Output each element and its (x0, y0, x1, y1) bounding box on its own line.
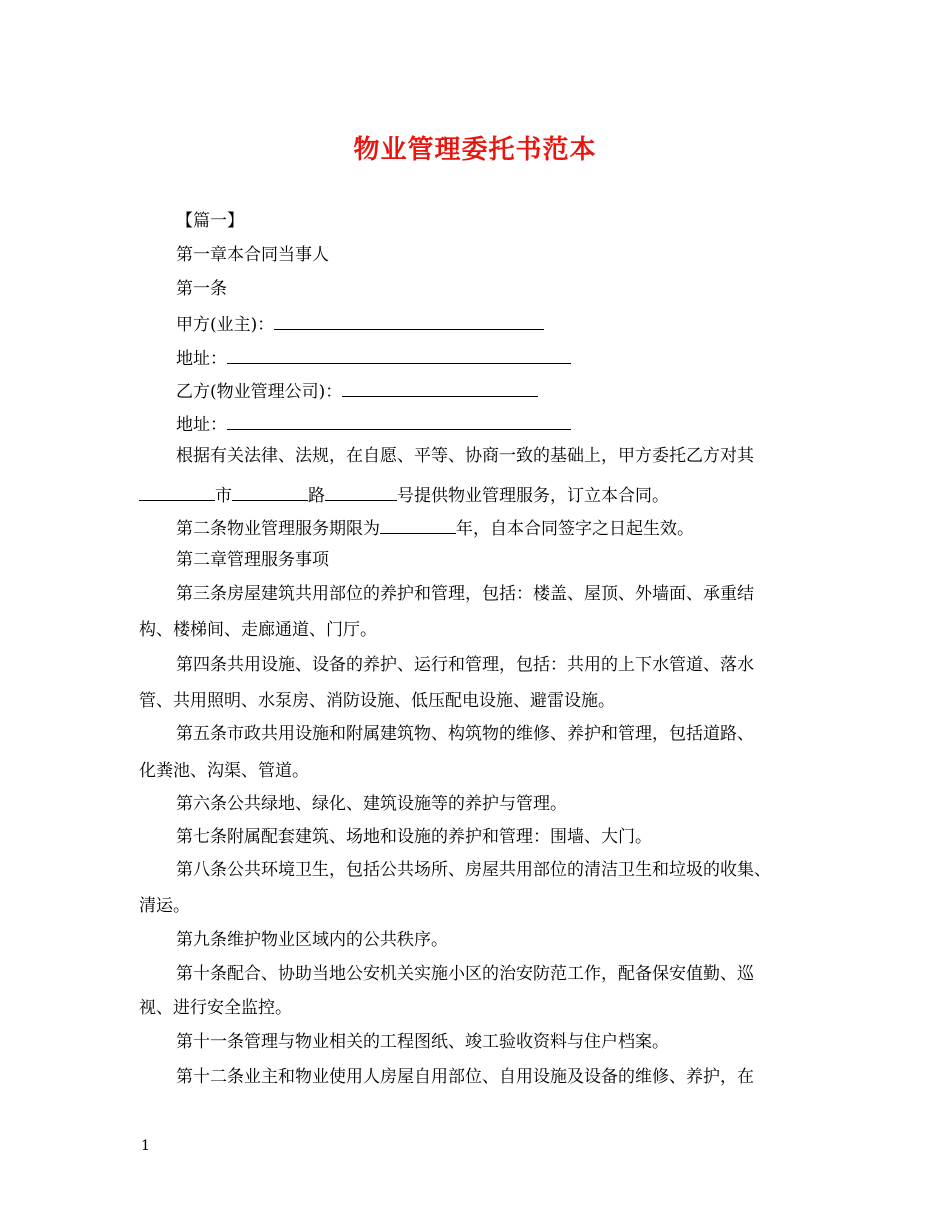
article-8-line-1: 第八条公共环境卫生，包括公共场所、房屋共用部位的清洁卫生和垃圾的收集、 (176, 860, 771, 880)
page-number: 1 (141, 1138, 150, 1154)
article-2 (176, 515, 694, 541)
article-10-line-1: 第十条配合、协助当地公安机关实施小区的治安防范工作，配备保安值勤、巡 (176, 964, 754, 984)
city-blank (139, 482, 215, 501)
party-a-address-blank (227, 345, 571, 364)
intro-paragraph-line-1: 根据有关法律、法规，在自愿、平等、协商一致的基础上，甲方委托乙方对其 (176, 446, 754, 466)
article-2-text: 第二条物业管理服务期限为 (176, 519, 380, 539)
intro-rest: 号提供物业管理服务，订立本合同。 (397, 486, 669, 506)
party-b-line (176, 378, 538, 404)
intro-paragraph-line-2 (139, 482, 669, 508)
chapter-heading-2: 第二章管理服务事项 (176, 550, 329, 570)
article-9: 第九条维护物业区域内的公共秩序。 (176, 930, 448, 950)
party-a-label: 甲方(业主)： (176, 315, 275, 335)
party-b-address-blank (227, 411, 571, 430)
article-6: 第六条公共绿地、绿化、建筑设施等的养护与管理。 (176, 794, 567, 814)
article-10-line-2: 视、进行安全监控。 (139, 998, 292, 1018)
party-a-address-line (176, 345, 571, 371)
article-3-line-2: 构、楼梯间、走廊通道、门厅。 (139, 620, 377, 640)
party-b-label: 乙方(物业管理公司)： (176, 382, 343, 402)
address-label: 地址： (176, 349, 227, 369)
article-11: 第十一条管理与物业相关的工程图纸、竣工验收资料与住户档案。 (176, 1032, 669, 1052)
party-b-blank (342, 378, 538, 397)
address-label: 地址： (176, 415, 227, 435)
article-2-text-end: 年，自本合同签字之日起生效。 (456, 519, 694, 539)
term-years-blank (380, 515, 456, 534)
section-heading: 【篇一】 (176, 211, 244, 231)
party-a-blank (274, 311, 544, 330)
article-8-line-2: 清运。 (139, 896, 190, 916)
city-label: 市 (215, 486, 232, 506)
party-b-address-line (176, 411, 571, 437)
article-4-line-2: 管、共用照明、水泵房、消防设施、低压配电设施、避雷设施。 (139, 691, 615, 711)
article-4-line-1: 第四条共用设施、设备的养护、运行和管理，包括：共用的上下水管道、落水 (176, 655, 754, 675)
chapter-heading-1: 第一章本合同当事人 (176, 245, 329, 265)
road-blank (232, 482, 308, 501)
article-12-line-1: 第十二条业主和物业使用人房屋自用部位、自用设施及设备的维修、养护，在 (176, 1067, 754, 1087)
article-5-line-2: 化粪池、沟渠、管道。 (139, 761, 309, 781)
road-label: 路 (308, 486, 325, 506)
number-blank (325, 482, 397, 501)
article-3-line-1: 第三条房屋建筑共用部位的养护和管理，包括：楼盖、屋顶、外墙面、承重结 (176, 584, 754, 604)
document-title: 物业管理委托书范本 (353, 135, 597, 165)
article-7: 第七条附属配套建筑、场地和设施的养护和管理：围墙、大门。 (176, 827, 652, 847)
article-5-line-1: 第五条市政共用设施和附属建筑物、构筑物的维修、养护和管理，包括道路、 (176, 724, 754, 744)
article-1-heading: 第一条 (176, 279, 227, 299)
party-a-line (176, 311, 544, 337)
